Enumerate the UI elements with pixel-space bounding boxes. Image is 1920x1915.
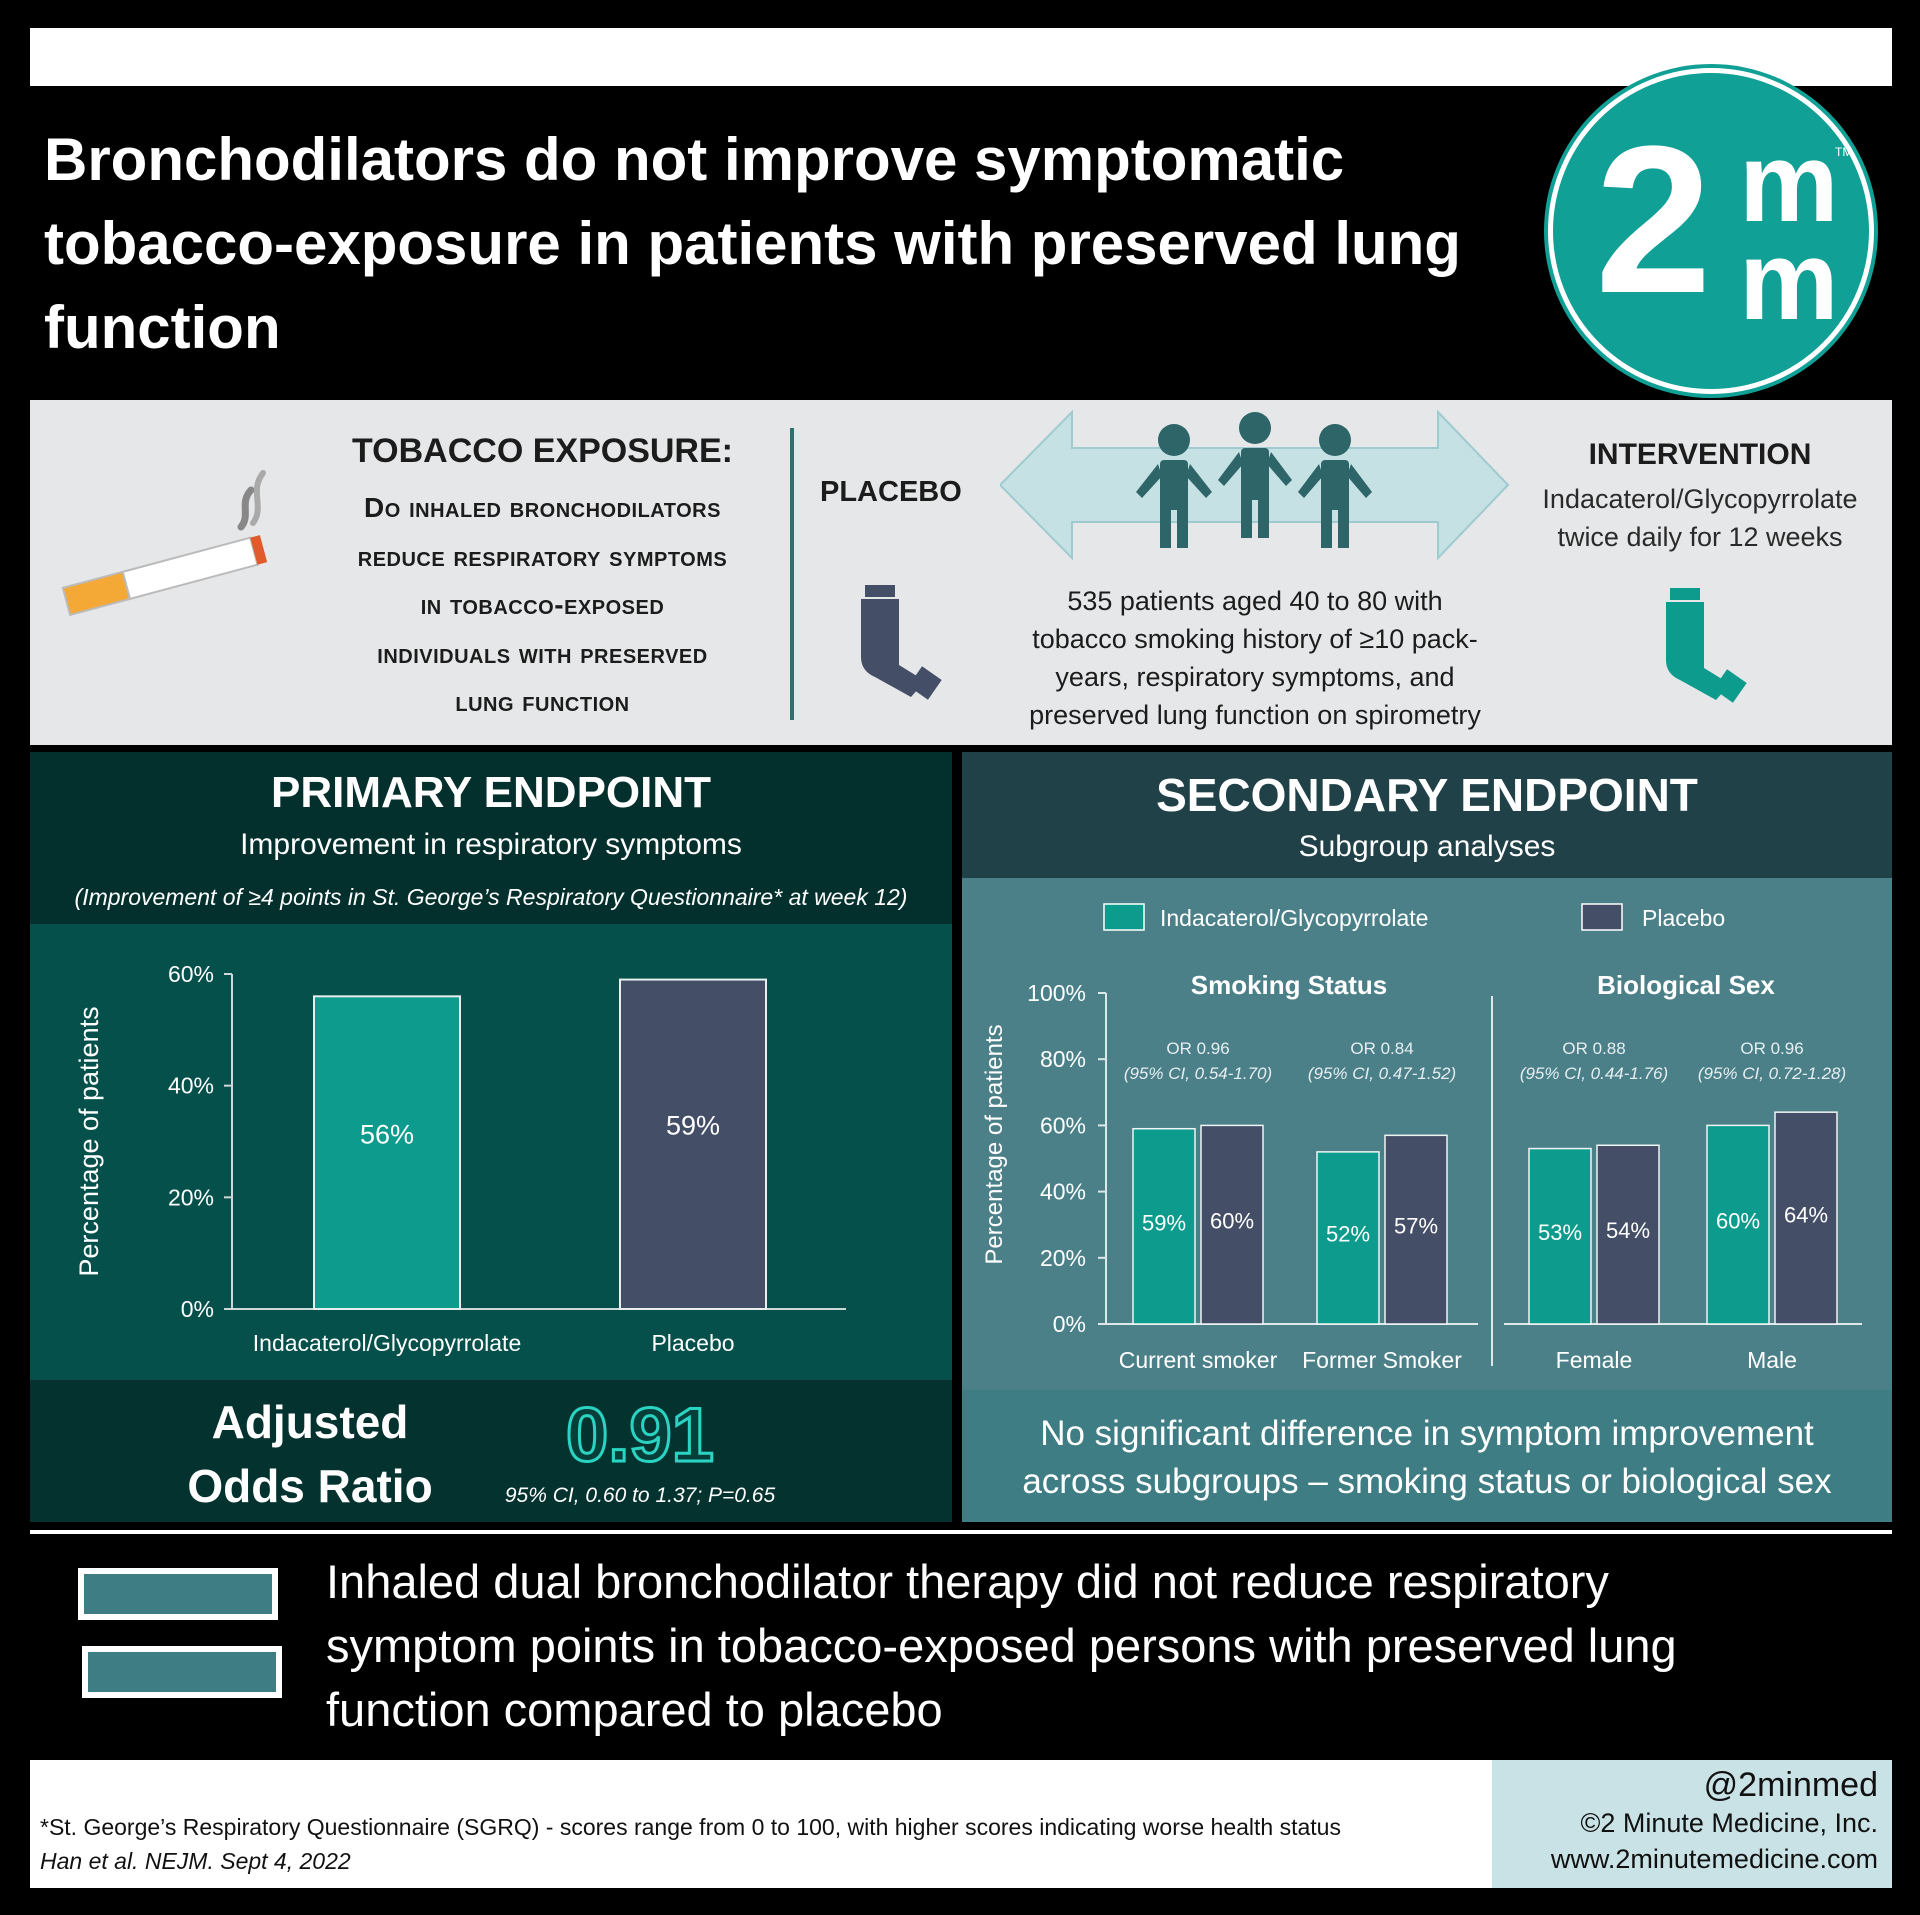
ci-label: (95% CI, 0.47-1.52) <box>1307 1064 1457 1083</box>
intervention-line: twice daily for 12 weeks <box>1557 522 1843 552</box>
footnote: *St. George’s Respiratory Questionnaire (SGRQ) - scores range from 0 to 100, with higher scores indicating worse health status <box>40 1814 1341 1840</box>
secondary-conclusion <box>962 1410 1892 1506</box>
bar <box>314 996 460 1309</box>
bar-value-label: 59% <box>1141 1210 1187 1236</box>
top-strip <box>30 28 1892 86</box>
bar-value-label: 60% <box>1209 1208 1255 1234</box>
citation: Han et al. NEJM. Sept 4, 2022 <box>40 1848 351 1874</box>
x-tick-label: Female <box>1555 1347 1633 1373</box>
ci-label: (95% CI, 0.54-1.70) <box>1123 1064 1273 1083</box>
conclusion-line: function compared to placebo <box>326 1683 943 1736</box>
legend-label: Indacaterol/Glycopyrrolate <box>1160 905 1429 931</box>
x-tick-label: Current smoker <box>1118 1347 1278 1373</box>
2mm-logo <box>1548 68 1874 394</box>
y-axis-label: Percentage of patients <box>981 1024 1008 1265</box>
odds-ratio-label: OR 0.96 <box>1740 1039 1804 1058</box>
legend-swatch-placebo <box>1582 904 1622 930</box>
y-tick-label: 60% <box>1039 1112 1086 1139</box>
conclusion-bar-icon <box>82 1646 282 1698</box>
bar-value-label: 53% <box>1537 1219 1583 1245</box>
y-tick-label: 80% <box>1039 1046 1086 1073</box>
primary-subtitle: Improvement in respiratory symptoms <box>240 828 742 861</box>
logo-m-top: m <box>1739 120 1839 245</box>
question-line: lung function <box>455 686 630 717</box>
patients-description <box>1000 582 1510 734</box>
odds-ratio-label: OR 0.84 <box>1350 1039 1414 1058</box>
primary-note: (Improvement of ≥4 points in St. George’s Respiratory Questionnaire* at week 12) <box>74 884 908 910</box>
group-title: Smoking Status <box>1190 970 1388 1000</box>
question-line: individuals with preserved <box>377 637 708 669</box>
question-line: Do inhaled bronchodilators <box>364 492 721 523</box>
patients-line: tobacco smoking history of ≥10 pack- <box>1032 624 1478 654</box>
secondary-title: SECONDARY ENDPOINT <box>1156 769 1698 821</box>
x-tick-label: Former Smoker <box>1302 1347 1462 1373</box>
patients-line: preserved lung function on spirometry <box>1029 700 1481 730</box>
y-tick-label: 20% <box>1039 1244 1086 1271</box>
website-link[interactable]: www.2minutemedicine.com <box>1550 1844 1878 1874</box>
question-heading: TOBACCO EXPOSURE: <box>352 432 733 470</box>
logo-m-bottom: m <box>1739 218 1839 343</box>
placebo-label: PLACEBO <box>820 476 962 508</box>
patients-line: years, respiratory symptoms, and <box>1055 662 1455 692</box>
y-tick-label: 0% <box>180 1296 214 1322</box>
intervention-label: INTERVENTION <box>1588 438 1812 471</box>
page-title: Bronchodilators do not improve symptomatic tobacco-exposure in patients with preserved lung function <box>44 126 1461 361</box>
primary-bar-chart <box>30 924 952 1379</box>
ci-label: (95% CI, 0.72-1.28) <box>1697 1064 1847 1083</box>
y-tick-label: 40% <box>167 1072 214 1099</box>
placebo-inhaler-icon <box>855 585 955 705</box>
bar-value-label: 59% <box>665 1110 721 1141</box>
conclusion-line: Inhaled dual bronchodilator therapy did not reduce respiratory <box>326 1555 1609 1608</box>
odds-label-line: Odds Ratio <box>187 1460 433 1512</box>
question-body <box>300 484 785 727</box>
secondary-conclusion-line: No significant difference in symptom improvement <box>1040 1414 1814 1453</box>
intervention-description <box>1500 480 1900 556</box>
legend-swatch-intervention <box>1104 904 1144 930</box>
x-tick-label: Placebo <box>651 1330 735 1356</box>
bar <box>620 980 766 1309</box>
odds-ratio-value: 0.91 <box>566 1393 714 1478</box>
odds-ratio-ci: 95% CI, 0.60 to 1.37; P=0.65 <box>504 1484 776 1507</box>
logo-tm: TM <box>1835 145 1853 159</box>
legend-label: Placebo <box>1642 905 1726 931</box>
secondary-bar-chart <box>962 878 1892 1390</box>
question-line: in tobacco-exposed <box>420 589 665 620</box>
bar-value-label: 54% <box>1605 1218 1651 1244</box>
intervention-inhaler-icon <box>1660 588 1760 708</box>
bar-value-label: 64% <box>1783 1202 1829 1228</box>
panel-divider <box>790 428 794 720</box>
odds-label-line: Adjusted <box>211 1396 409 1448</box>
bar-value-label: 56% <box>359 1119 415 1150</box>
question-line: reduce respiratory symptoms <box>357 540 728 572</box>
y-tick-label: 60% <box>167 961 214 987</box>
odds-ratio-label <box>150 1390 470 1518</box>
bar-value-label: 57% <box>1393 1213 1439 1239</box>
group-title: Biological Sex <box>1597 970 1775 1000</box>
conclusion-line: symptom points in tobacco-exposed persons with preserved lung <box>326 1619 1677 1672</box>
x-tick-label: Male <box>1747 1347 1797 1373</box>
twitter-handle: @2minmed <box>1703 1766 1878 1804</box>
bar-value-label: 60% <box>1715 1208 1761 1234</box>
y-tick-label: 40% <box>1039 1178 1086 1205</box>
conclusion-bar-icon <box>78 1568 278 1620</box>
y-axis-label: Percentage of patients <box>74 1006 104 1277</box>
y-tick-label: 20% <box>167 1184 214 1211</box>
odds-ratio-label: OR 0.88 <box>1562 1039 1626 1058</box>
y-tick-label: 0% <box>1052 1311 1086 1337</box>
odds-ratio-label: OR 0.96 <box>1166 1039 1230 1058</box>
copyright: ©2 Minute Medicine, Inc. <box>1580 1808 1878 1838</box>
intervention-line: Indacaterol/Glycopyrrolate <box>1542 484 1858 514</box>
logo-two: 2 <box>1595 102 1712 337</box>
patients-line: 535 patients aged 40 to 80 with <box>1067 586 1443 616</box>
primary-title: PRIMARY ENDPOINT <box>270 768 712 817</box>
patients-icon <box>1130 408 1380 558</box>
cigarette-icon <box>55 465 275 625</box>
secondary-subtitle: Subgroup analyses <box>1298 830 1556 863</box>
conclusion-text <box>326 1550 1866 1742</box>
bar-value-label: 52% <box>1325 1221 1371 1247</box>
secondary-conclusion-line: across subgroups – smoking status or biological sex <box>1022 1462 1832 1501</box>
ci-label: (95% CI, 0.44-1.76) <box>1519 1064 1669 1083</box>
y-tick-label: 100% <box>1027 980 1086 1006</box>
x-tick-label: Indacaterol/Glycopyrrolate <box>252 1330 522 1356</box>
